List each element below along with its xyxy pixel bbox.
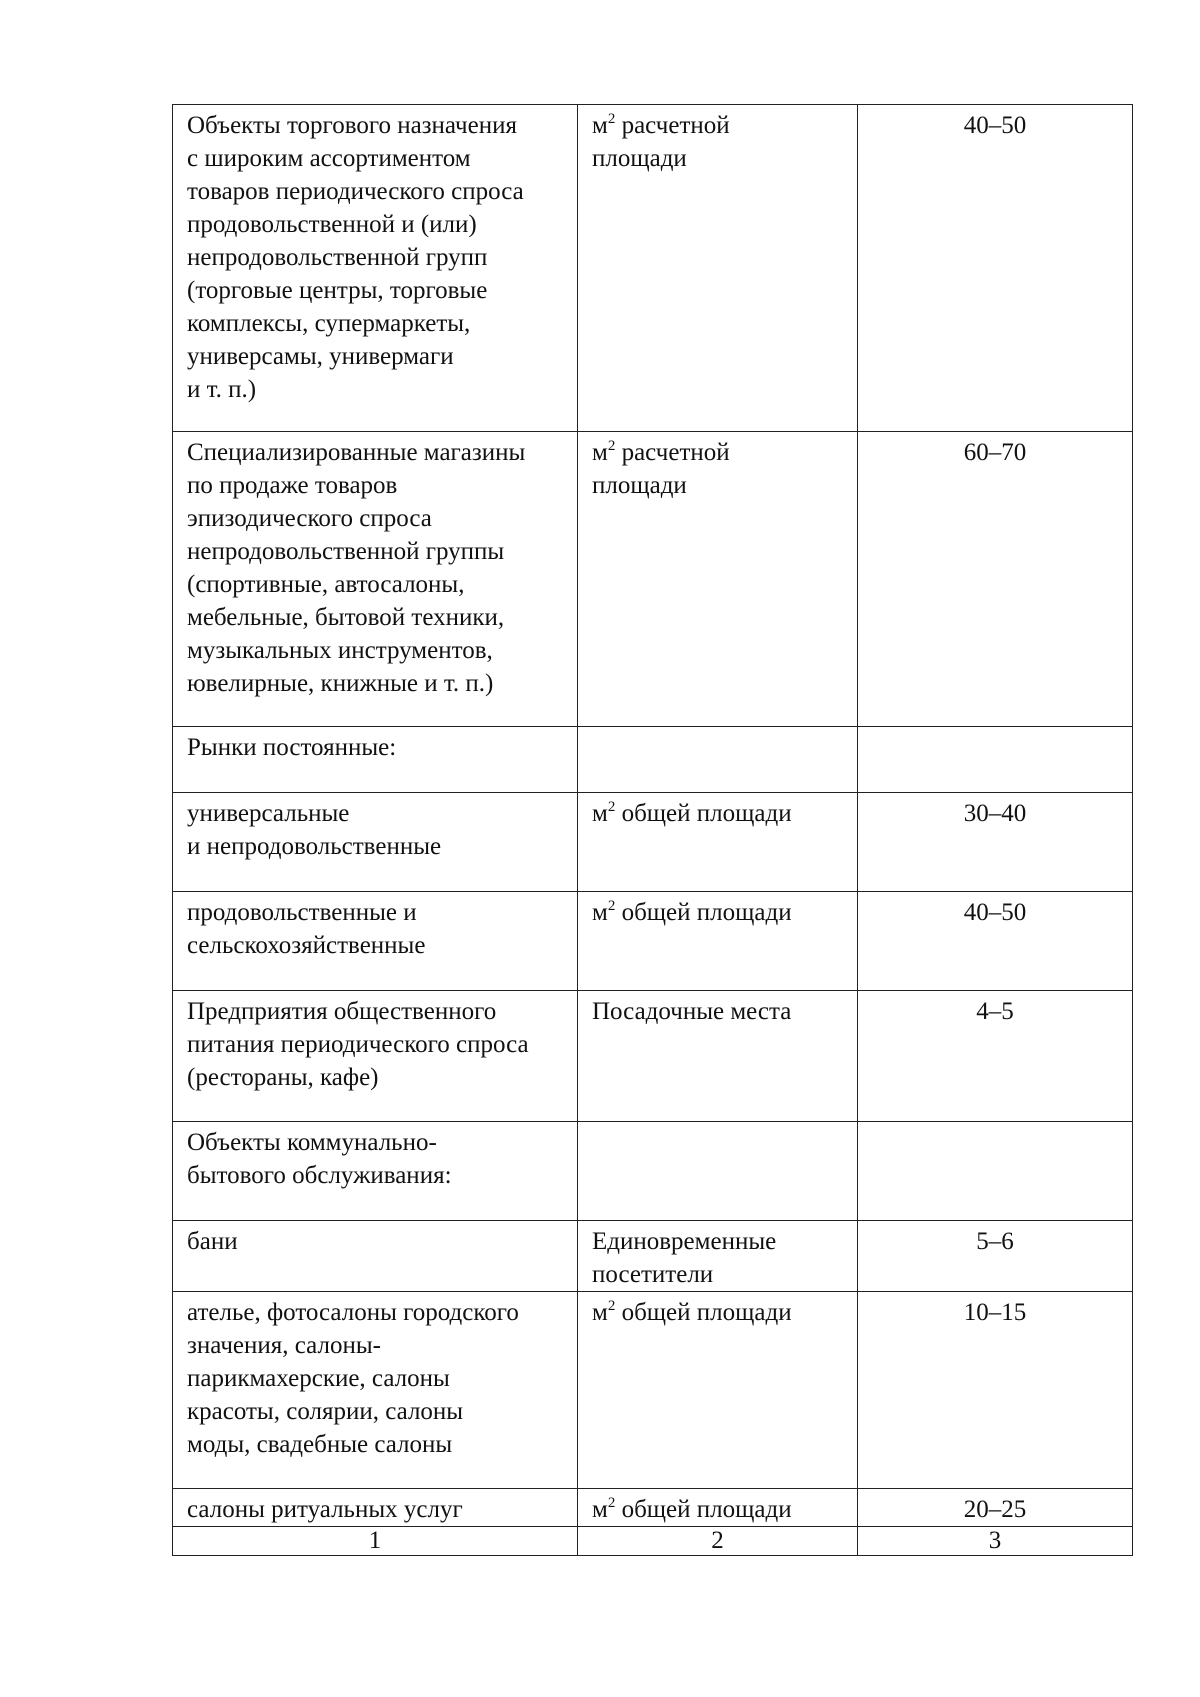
column-number-row — [173, 1527, 1133, 1556]
object-type-cell: Рынки постоянные: — [173, 727, 578, 793]
unit-cell: Единовременные посетители — [578, 1221, 858, 1292]
norm-value-cell — [858, 1122, 1133, 1221]
norm-value-cell: 5–6 — [858, 1221, 1133, 1292]
unit-cell — [578, 727, 858, 793]
norm-value-cell: 60–70 — [858, 432, 1133, 727]
object-type-cell: Объекты коммунально- бытового обслуживания: — [173, 1122, 578, 1221]
unit-cell: $м^2$ общей площади — [578, 1292, 858, 1489]
table-row — [173, 105, 1133, 432]
norm-value-cell: 20–25 — [858, 1489, 1133, 1527]
object-type-cell: Предприятия общественного питания периодического спроса (рестораны, кафе) — [173, 991, 578, 1122]
unit-cell: $м^2$ общей площади — [578, 892, 858, 991]
table-row — [173, 727, 1133, 793]
table-row — [173, 892, 1133, 991]
table-row — [173, 991, 1133, 1122]
column-number: 1 — [173, 1527, 578, 1556]
unit-cell: $м^2$ расчетной площади — [578, 105, 858, 432]
object-type-cell: Объекты торгового назначения с широким ассортиментом товаров периодического спроса продовольственной и (или) непродовольственной групп (торговые центры, торговые комплексы, супермаркеты, универсамы, универмаги и т. п.) — [173, 105, 578, 432]
object-type-cell: универсальные и непродовольственные — [173, 793, 578, 892]
table-row — [173, 1221, 1133, 1292]
norm-value-cell: 10–15 — [858, 1292, 1133, 1489]
unit-cell: $м^2$ общей площади — [578, 793, 858, 892]
table-row — [173, 1122, 1133, 1221]
unit-cell: $м^2$ расчетной площади — [578, 432, 858, 727]
column-number: 2 — [578, 1527, 858, 1556]
object-type-cell: Специализированные магазины по продаже товаров эпизодического спроса непродовольственной группы (спортивные, автосалоны, мебельные, бытовой техники, музыкальных инструментов, ювелирные, книжные и т. п.) — [173, 432, 578, 727]
object-type-cell: салоны ритуальных услуг — [173, 1489, 578, 1527]
table-row — [173, 1489, 1133, 1527]
object-type-cell: бани — [173, 1221, 578, 1292]
unit-cell: Посадочные места — [578, 991, 858, 1122]
column-number: 3 — [858, 1527, 1133, 1556]
table-row — [173, 793, 1133, 892]
object-type-cell: продовольственные и сельскохозяйственные — [173, 892, 578, 991]
norm-value-cell: 30–40 — [858, 793, 1133, 892]
norms-table — [172, 104, 1133, 1556]
table-row — [173, 432, 1133, 727]
table-row — [173, 1292, 1133, 1489]
unit-cell — [578, 1122, 858, 1221]
norm-value-cell: 4–5 — [858, 991, 1133, 1122]
norm-value-cell: 40–50 — [858, 105, 1133, 432]
norm-value-cell — [858, 727, 1133, 793]
unit-cell: $м^2$ общей площади — [578, 1489, 858, 1527]
object-type-cell: ателье, фотосалоны городского значения, салоны- парикмахерские, салоны красоты, солярии, салоны моды, свадебные салоны — [173, 1292, 578, 1489]
norm-value-cell: 40–50 — [858, 892, 1133, 991]
